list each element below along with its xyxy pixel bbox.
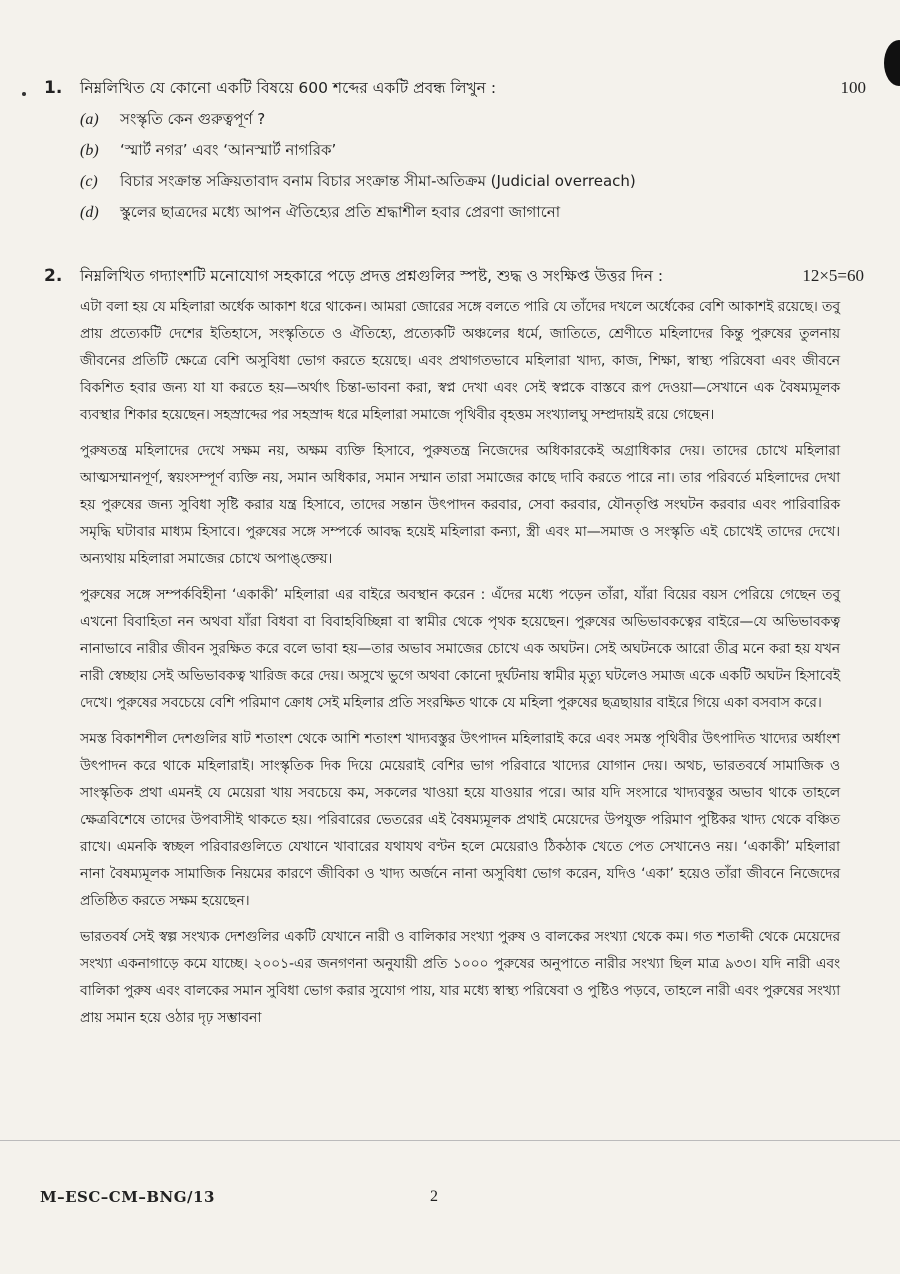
passage-paragraph-5: ভারতবর্ষ সেই স্বল্প সংখ্যক দেশগুলির একটি যেখানে নারী ও বালিকার সংখ্যা পুরুষ ও বালকের সংখ্যা থেকে কম। গত শতাব্দী থেকে মেয়েদের সংখ্যা একনাগাড়ে কমে যাচ্ছে। ২০০১-এর জনগণনা অনুযায়ী প্রতি ১০০০ পুরুষের অনুপাতে নারীর সংখ্যা ছিল মাত্র ৯৩৩। যদি নারী এবং বালিকা পুরুষ এবং বালকের সমান সুবিধা ভোগ করার সুযোগ পায়, যার মধ্যে স্বাস্থ্য পরিষেবা ও পুষ্টিও পড়বে, তাহলে নারী এবং পুরুষের সংখ্যা প্রায় সমান হয়ে ওঠার দৃঢ় সম্ভাবনা <box>80 929 840 1026</box>
question-1-header <box>44 76 866 100</box>
passage-paragraph-4: সমস্ত বিকাশশীল দেশগুলির ষাট শতাংশ থেকে আশি শতাংশ খাদ্যবস্তুর উৎপাদন মহিলারাই করে এবং সমস্ত পৃথিবীর উৎপাদিত খাদ্যের অর্ধাংশ উৎপাদন করে থাকে মহিলারাই। সাংস্কৃতিক দিক দিয়ে মেয়েরাই বেশির ভাগ পরিবারে খাদ্যের যোগান দেয়। অথচ, ভারতবর্ষে সামাজিক ও সাংস্কৃতিক প্রথা এমনই যে মেয়েরা খায় সবচেয়ে কম, সকলের খাওয়া হয়ে যাওয়ার পরে। আর যদি সংসারে খাদ্যবস্তুর অভাব থাকে তাহলে ক্ষেত্রবিশেষে তাদের উপবাসীই থাকতে হয়। পরিবারের ভেতরের এই বৈষম্যমূলক প্রথাই মেয়েদের উপযুক্ত পরিমাণ পুষ্টিকর খাদ্য থেকে বঞ্চিত রাখে। এমনকি স্বচ্ছল পরিবারগুলিতে যেখানে খাবারের যথাযথ বণ্টন হলে মেয়েরাও ঠিকঠাক খেতে পেত সেখানেও নয়। ‘একাকী’ মহিলারা নানা বৈষম্যমূলক সামাজিক নিয়মের কারণে জীবিকা ও খাদ্য অর্জনে নানা অসুবিধা ভোগ করেন, যদিও ‘একা’ হয়েও তাঁরা জীবনে নিজেদের প্রতিষ্ঠিত করতে সক্ষম হয়েছেন। <box>80 731 840 909</box>
scan-edge-mark <box>884 40 900 86</box>
question-1-options <box>80 104 840 228</box>
option-label: (a) <box>80 111 99 128</box>
question-2-prompt: নিম্নলিখিত গদ্যাংশটি মনোযোগ সহকারে পড়ে প্রদত্ত প্রশ্নগুলির স্পষ্ট, শুদ্ধ ও সংক্ষিপ্ত উত্তর দিন : <box>80 267 664 285</box>
question-2-number: 2. <box>44 266 63 286</box>
paper-code: M–ESC–CM–BNG/13 <box>40 1188 215 1206</box>
question-2-marks: 12×5=60 <box>802 266 864 285</box>
question-2 <box>44 264 864 1041</box>
footer-rule <box>0 1140 900 1141</box>
question-1-number: 1. <box>44 78 63 98</box>
option-text: ‘স্মার্ট নগর’ এবং ‘আনস্মার্ট নাগরিক’ <box>120 141 337 159</box>
option-a <box>80 104 840 135</box>
option-label: (b) <box>80 142 99 159</box>
option-b <box>80 135 840 166</box>
option-label: (c) <box>80 173 98 190</box>
passage-paragraph-2: পুরুষতন্ত্র মহিলাদের দেখে সক্ষম নয়, অক্ষম ব্যক্তি হিসাবে, পুরুষতন্ত্র নিজেদের অধিকারকেই অগ্রাধিকার দেয়। তাদের চোখে মহিলারা আত্মসম্মানপূর্ণ, স্বয়ংসম্পূর্ণ ব্যক্তি নয়, সমান অধিকার, সমান সম্মান তারা সমাজের কাছে দাবি করতে পারে না। তার পরিবর্তে মহিলাদের দেখা হয় পুরুষের জন্য সুবিধা সৃষ্টি করার যন্ত্র হিসাবে, তাদের সন্তান উৎপাদন করবার, সেবা করবার, যৌনতৃপ্তি সংঘটন করবার এবং পারিবারিক সমৃদ্ধি ঘটাবার মাধ্যম হিসাবে। পুরুষের সঙ্গে সম্পর্কে আবদ্ধ হয়েই মহিলারা কন্যা, স্ত্রী এবং মা—সমাজ ও সংস্কৃতি এই চোখেই তাদের দেখে। অন্যথায় মহিলারা সমাজের চোখে অপাঙ্‌ক্তেয়। <box>80 443 840 567</box>
question-1 <box>44 76 866 228</box>
passage-paragraph-3: পুরুষের সঙ্গে সম্পর্কবিহীনা ‘একাকী’ মহিলারা এর বাইরে অবস্থান করেন : এঁদের মধ্যে পড়েন তাঁরা, যাঁরা বিয়ের বয়স পেরিয়ে গেছেন তবু এখনো বিবাহিতা নন অথবা যাঁরা বিধবা বা বিবাহবিচ্ছিন্না বা স্বামীর থেকে পৃথক হয়েছেন। পুরুষের অভিভাবকত্বের বাইরে—যে অভিভাবকত্ব নানাভাবে নারীর জীবন সুরক্ষিত করে বলে ভাবা হয়—তার অভাব সমাজের চোখে এক অঘটন। সেই অঘটনকে আরো তীব্র মনে করা হয় যখন নারী স্বেচ্ছায় সেই অভিভাবকত্ব খারিজ করে দেয়। অসুখে ভুগে অথবা কোনো দুর্ঘটনায় স্বামীর মৃত্যু ঘটলেও সমাজ একে একটি অঘটন হিসাবেই দেখে। পুরুষের সবচেয়ে বেশি পরিমাণ ক্রোধ সেই মহিলার প্রতি সংরক্ষিত থাকে যে মহিলা পুরুষের ছত্রছায়ার বাইরে গিয়ে একা বসবাস করে। <box>80 587 840 711</box>
question-1-marks: 100 <box>840 78 866 97</box>
option-text: বিচার সংক্রান্ত সক্রিয়তাবাদ বনাম বিচার সংক্রান্ত সীমা-অতিক্রম (Judicial overreach) <box>120 172 636 190</box>
option-c <box>80 166 840 197</box>
question-2-header <box>44 264 864 288</box>
page-number: 2 <box>430 1188 438 1205</box>
margin-dot <box>22 92 26 96</box>
option-text: সংস্কৃতি কেন গুরুত্বপূর্ণ ? <box>120 110 266 128</box>
passage-paragraph-1: এটা বলা হয় যে মহিলারা অর্ধেক আকাশ ধরে থাকেন। আমরা জোরের সঙ্গে বলতে পারি যে তাঁদের দখলে অর্ধেকের বেশি আকাশই রয়েছে। তবু প্রায় প্রত্যেকটি দেশের ইতিহাসে, সংস্কৃতিতে ও ঐতিহ্যে, প্রত্যেকটি অঞ্চলের ধর্মে, জাতিতে, শ্রেণীতে মহিলাদের কিন্তু পুরুষের তুলনায় জীবনের প্রতিটি ক্ষেত্রে বেশি অসুবিধা ভোগ করতে হয়েছে। এবং প্রথাগতভাবে মহিলারা খাদ্য, কাজ, শিক্ষা, স্বাস্থ্য পরিষেবা এবং জীবনে বিকশিত হবার জন্য যা যা করতে হয়—অর্থাৎ চিন্তা-ভাবনা করা, স্বপ্ন দেখা এবং সেই স্বপ্নকে বাস্তবে রূপ দেওয়া—সেখানে এক বৈষম্যমূলক ব্যবস্থার শিকার হয়েছেন। সহস্রাব্দের পর সহস্রাব্দ ধরে মহিলারা সমাজে পৃথিবীর বৃহত্তম সংখ্যালঘু সম্প্রদায়ই রয়ে গেছেন। <box>80 299 840 423</box>
option-text: স্কুলের ছাত্রদের মধ্যে আপন ঐতিহ্যের প্রতি শ্রদ্ধাশীল হবার প্রেরণা জাগানো <box>120 203 561 221</box>
option-label: (d) <box>80 204 99 221</box>
question-1-prompt: নিম্নলিখিত যে কোনো একটি বিষয়ে 600 শব্দের একটি প্রবন্ধ লিখুন : <box>80 79 497 97</box>
option-d <box>80 197 840 228</box>
